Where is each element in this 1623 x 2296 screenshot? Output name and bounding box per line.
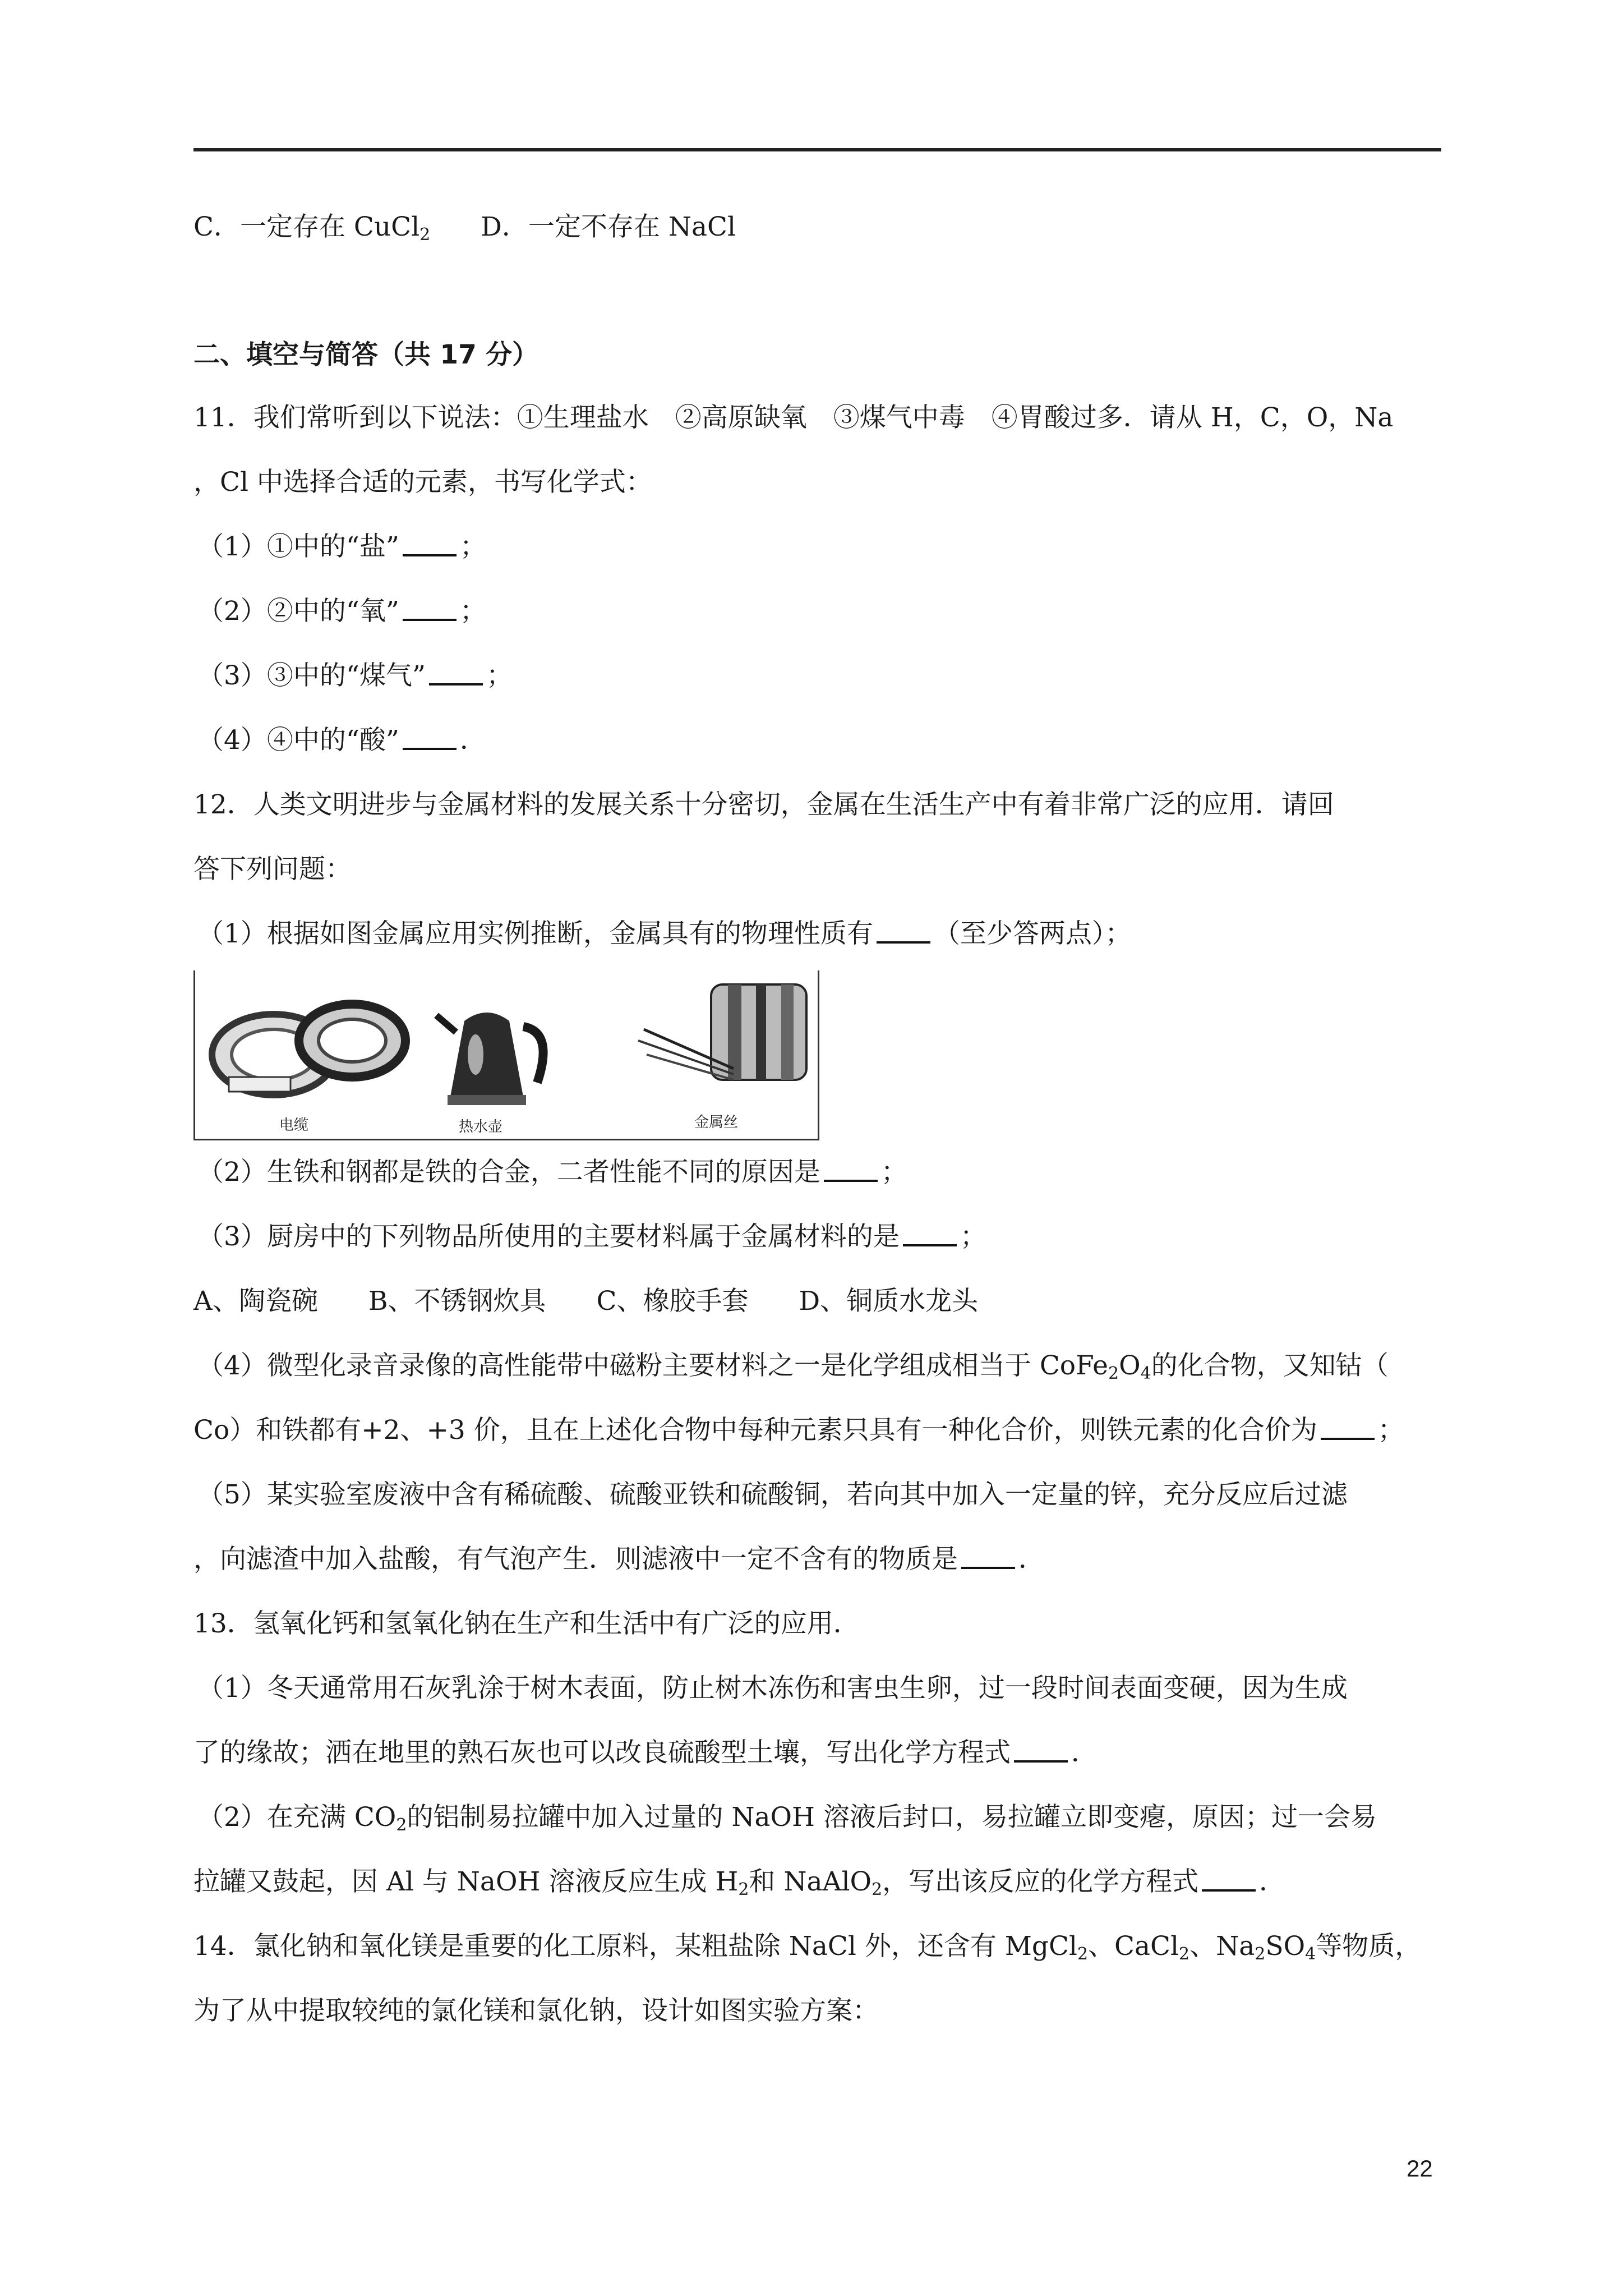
text: 和 NaAlO	[749, 1866, 872, 1897]
text: Co）和铁都有+2、+3 价，且在上述化合物中每种元素只具有一种化合价，则铁元素的化合价为	[193, 1415, 1317, 1446]
q12-part-2-text: （2）生铁和钢都是铁的合金，二者性能不同的原因是	[197, 1157, 820, 1188]
text: 、CaCl	[1088, 1931, 1179, 1962]
subscript: 2	[738, 1880, 749, 1899]
q11-part-3-text: （3）③中的“煤气”	[197, 660, 426, 691]
kettle-icon	[436, 1013, 543, 1105]
text: 了的缘故；洒在地里的熟石灰也可以改良硫酸型土壤，写出化学方程式	[193, 1737, 1011, 1768]
option-d: D．一定不存在 NaCl	[481, 211, 736, 242]
q13-part-2-line-1	[197, 1801, 1377, 1834]
option-b: B、不锈钢炊具	[368, 1286, 546, 1317]
q12-part-5-line-2	[193, 1543, 1045, 1576]
punct: ；	[960, 1221, 986, 1252]
text: 的铝制易拉罐中加入过量的 NaOH 溶液后封口，易拉罐立即变瘪，原因；过一会易	[407, 1802, 1377, 1833]
q12-part-3-text: （3）厨房中的下列物品所使用的主要材料属于金属材料的是	[197, 1221, 900, 1252]
text: 14．氯化钠和氧化镁是重要的化工原料，某粗盐除 NaCl 外，还含有 MgCl	[193, 1931, 1077, 1962]
subscript: 2	[396, 1815, 407, 1835]
figure-label-kettle: 热水壶	[459, 1119, 503, 1135]
q12-part-1	[197, 917, 1131, 951]
q11-part-1	[197, 530, 486, 564]
answer-blank[interactable]	[403, 531, 457, 556]
answer-blank[interactable]	[877, 918, 930, 944]
answer-blank[interactable]	[961, 1543, 1015, 1569]
cable-icon	[212, 1004, 405, 1095]
answer-blank[interactable]	[1321, 1414, 1375, 1440]
figure-label-cable: 电缆	[279, 1117, 309, 1134]
subscript: 2	[1077, 1944, 1089, 1964]
q12-part-4-line-2	[193, 1414, 1404, 1447]
answer-blank[interactable]	[403, 595, 457, 621]
q12-stem-2: 答下列问题：	[193, 854, 352, 885]
q11-part-3	[197, 659, 513, 693]
text: 的化合物，又知钴（	[1151, 1350, 1389, 1381]
q13-stem: 13．氢氧化钙和氢氧化钠在生产和生活中有广泛的应用．	[193, 1608, 860, 1639]
text: SO	[1265, 1931, 1306, 1962]
q14-stem-1	[193, 1930, 1421, 1963]
option-c: C．一定存在 CuCl	[193, 211, 420, 242]
punct: ；	[1377, 1415, 1404, 1446]
answer-blank[interactable]	[1202, 1866, 1256, 1892]
metal-wire-icon	[638, 984, 806, 1080]
q12-part-4-line-1	[197, 1349, 1389, 1383]
punct: ．	[1071, 1737, 1098, 1768]
q11-part-1-text: （1）①中的“盐”	[197, 531, 399, 562]
metal-examples-figure	[193, 970, 819, 1140]
q12-part-3	[197, 1220, 986, 1254]
q11-part-4	[197, 724, 486, 757]
text: ，向滤渣中加入盐酸，有气泡产生．则滤液中一定不含有的物质是	[193, 1544, 958, 1575]
text: 等物质，	[1316, 1931, 1422, 1962]
q12-part-5-line-1: （5）某实验室废液中含有稀硫酸、硫酸亚铁和硫酸铜，若向其中加入一定量的锌，充分反应后过滤	[197, 1479, 1348, 1510]
text: ，写出该反应的化学方程式	[882, 1866, 1199, 1897]
answer-blank[interactable]	[429, 660, 483, 685]
header-rule	[193, 148, 1441, 151]
q12-stem-1: 12．人类文明进步与金属材料的发展关系十分密切，金属在生活生产中有着非常广泛的应用．请回	[193, 789, 1334, 820]
subscript: 2	[1255, 1944, 1266, 1964]
text: O	[1119, 1350, 1141, 1381]
answer-blank[interactable]	[403, 724, 457, 750]
text: 拉罐又鼓起，因 Al 与 NaOH 溶液反应生成 H	[193, 1866, 739, 1897]
option-d: D、铜质水龙头	[799, 1286, 979, 1317]
text: （2）在充满 CO	[197, 1802, 396, 1833]
q11-part-2	[197, 595, 486, 628]
q12-part-2	[197, 1156, 907, 1189]
q12-part-1-note: （至少答两点）；	[933, 918, 1132, 949]
text: （4）微型化录音录像的高性能带中磁粉主要材料之一是化学组成相当于 CoFe	[197, 1350, 1108, 1381]
q11-part-4-text: （4）④中的“酸”	[197, 725, 399, 756]
page-number: 22	[1407, 2155, 1433, 2182]
q13-part-1-line-2	[193, 1736, 1098, 1770]
q11-part-2-text: （2）②中的“氧”	[197, 596, 399, 627]
option-c: C、橡胶手套	[596, 1286, 749, 1317]
q13-part-1-line-1: （1）冬天通常用石灰乳涂于树木表面，防止树木冻伤和害虫生卵，过一段时间表面变硬，因为生成	[197, 1673, 1348, 1704]
subscript: 4	[1140, 1364, 1151, 1383]
subscript: 2	[1179, 1944, 1190, 1964]
subscript: 2	[872, 1880, 883, 1899]
section-title: 二、填空与简答（共 17 分）	[193, 339, 539, 370]
punct: ；	[486, 660, 513, 691]
answer-blank[interactable]	[903, 1221, 957, 1246]
punct: ；	[459, 596, 486, 627]
punct: ．	[1259, 1866, 1286, 1897]
q12-part-1-text: （1）根据如图金属应用实例推断，金属具有的物理性质有	[197, 918, 873, 949]
q11-stem-1: 11．我们常听到以下说法：①生理盐水 ②高原缺氧 ③煤气中毒 ④胃酸过多．请从 H，C，O，Na	[193, 402, 1394, 433]
punct: ；	[880, 1157, 907, 1188]
subscript: 4	[1305, 1944, 1316, 1964]
q14-stem-2: 为了从中提取较纯的氯化镁和氯化钠，设计如图实验方案：	[193, 1995, 879, 2026]
answer-blank[interactable]	[1014, 1737, 1068, 1763]
answer-blank[interactable]	[824, 1156, 878, 1182]
punct: ．	[1018, 1544, 1045, 1575]
option-a: A、陶瓷碗	[193, 1286, 318, 1317]
q11-stem-2: ，Cl 中选择合适的元素，书写化学式：	[193, 467, 652, 498]
text: 、Na	[1189, 1931, 1255, 1962]
subscript: 2	[419, 225, 431, 245]
options-cd	[193, 210, 736, 244]
punct: ．	[459, 725, 486, 756]
q12-options	[193, 1285, 978, 1318]
subscript: 2	[1108, 1364, 1119, 1383]
punct: ；	[459, 531, 486, 562]
figure-label-wire: 金属丝	[694, 1114, 739, 1131]
q13-part-2-line-2	[193, 1865, 1285, 1899]
